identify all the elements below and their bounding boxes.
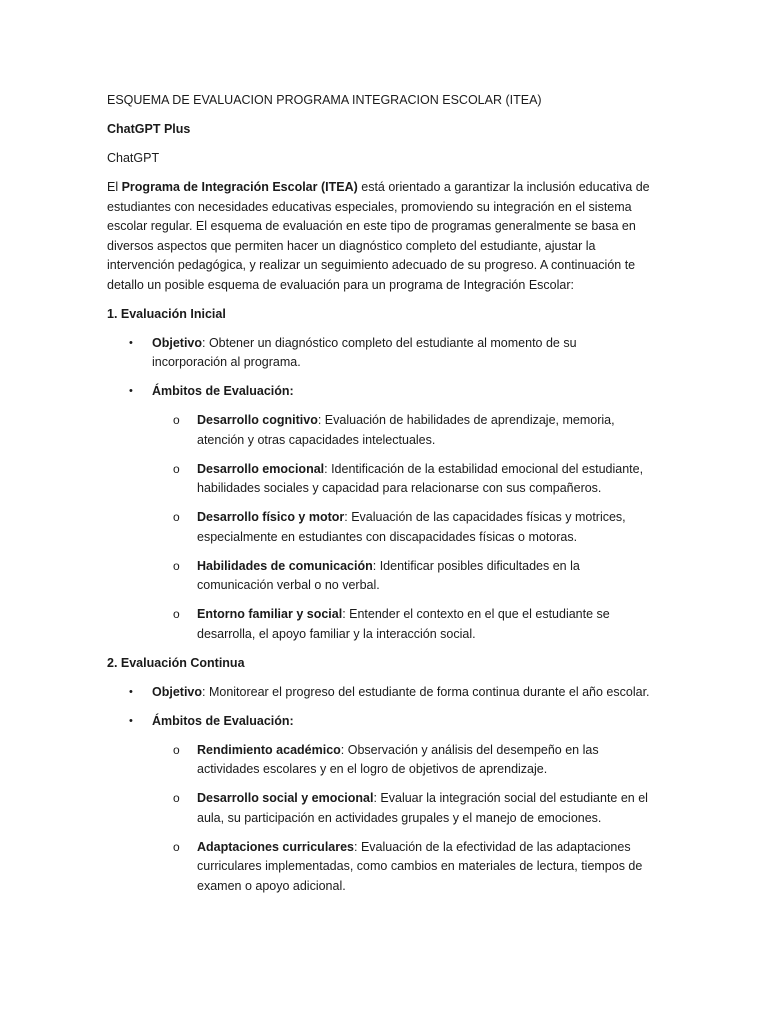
circle-bullet-icon: o <box>173 839 180 854</box>
circle-bullet-icon: o <box>173 510 180 524</box>
document-title: ESQUEMA DE EVALUACION PROGRAMA INTEGRACION ESCOLAR (ITEA) <box>107 93 542 107</box>
circle-bullet-icon: o <box>173 607 180 621</box>
section-heading: 1. Evaluación Inicial <box>107 306 226 321</box>
bullet-icon: • <box>129 385 133 397</box>
sub-list-item: o Desarrollo social y emocional: Evaluar la integración social del estudiante en el aula, su participación en actividades grupales y el manejo de emociones. <box>173 791 648 825</box>
sub-list-item: o Entorno familiar y social: Entender el contexto en el que el estudiante se desarrolla, el apoyo familiar y la interacción social. <box>173 607 610 641</box>
sub-list-item: o Desarrollo emocional: Identificación de la estabilidad emocional del estudiante, habilidades sociales y capacidad para relacionarse con sus compañeros. <box>173 461 644 495</box>
intro-paragraph: El Programa de Integración Escolar (ITEA) está orientado a garantizar la inclusión educativa de estudiantes con necesidades educativas especiales, promoviendo su integración en el sistema escolar regular. El esquema de evaluación en este tipo de programas generalmente se basa en diversos aspectos que permiten hacer un diagnóstico completo del estudiante, ajustar la intervención pedagógica, y realizar un seguimiento adecuado de su progreso. A continuación te detallo un posible esquema de evaluación para un programa de Integración Escolar: <box>107 180 650 292</box>
circle-bullet-icon: o <box>173 742 180 757</box>
list-item: • Objetivo: Obtener un diagnóstico completo del estudiante al momento de su incorporación al programa. <box>129 335 577 369</box>
sub-list-item: o Habilidades de comunicación: Identificar posibles dificultades en la comunicación verbal o no verbal. <box>173 558 580 592</box>
sub-list-item: o Rendimiento académico: Observación y análisis del desempeño en las actividades escolares y en el logro de objetivos de aprendizaje. <box>173 742 599 776</box>
list-item: • Objetivo: Monitorear el progreso del estudiante de forma continua durante el año escolar. <box>107 683 652 703</box>
list-item: • Ámbitos de Evaluación: <box>107 712 652 732</box>
sub-list-item: o Adaptaciones curriculares: Evaluación de la efectividad de las adaptaciones curriculares implementadas, como cambios en materiales de lectura, tiempos de examen o apoyo adicional. <box>173 839 643 893</box>
bullet-icon: • <box>129 685 133 698</box>
circle-bullet-icon: o <box>173 413 180 427</box>
section-heading: 2. Evaluación Continua <box>107 655 245 670</box>
circle-bullet-icon: o <box>173 558 180 573</box>
list-item: • Ámbitos de Evaluación: <box>107 382 652 402</box>
document-content <box>107 91 652 906</box>
sub-list-item: o Desarrollo físico y motor: Evaluación de las capacidades físicas y motrices, especialmente en estudiantes con discapacidades físicas o motoras. <box>173 510 626 544</box>
speaker-label: ChatGPT <box>107 151 160 165</box>
bullet-icon: • <box>129 336 133 349</box>
model-label: ChatGPT Plus <box>107 122 191 136</box>
circle-bullet-icon: o <box>173 791 180 805</box>
bullet-icon: • <box>129 714 133 727</box>
sub-list-item: o Desarrollo cognitivo: Evaluación de habilidades de aprendizaje, memoria, atención y otras capacidades intelectuales. <box>173 413 615 447</box>
circle-bullet-icon: o <box>173 461 180 476</box>
